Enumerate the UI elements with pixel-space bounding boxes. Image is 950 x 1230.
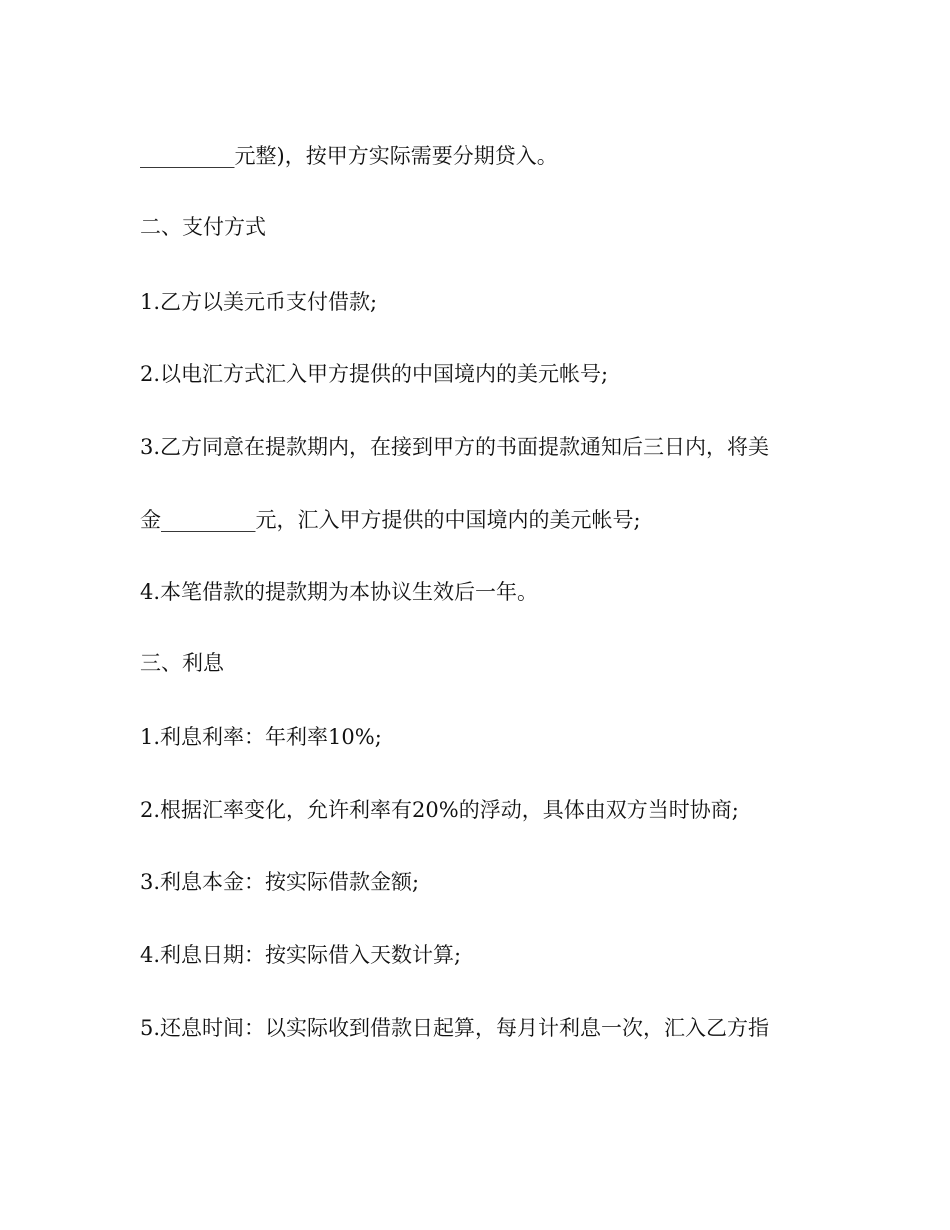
payment-item-3: 3.乙方同意在提款期内，在接到甲方的书面提款通知后三日内，将美	[140, 435, 770, 459]
interest-item-5: 5.还息时间：以实际收到借款日起算，每月计利息一次，汇入乙方指	[140, 1016, 770, 1040]
payment-item-3-continuation: 金_________元，汇入甲方提供的中国境内的美元帐号;	[140, 508, 641, 532]
interest-item-2: 2.根据汇率变化，允许利率有20%的浮动，具体由双方当时协商;	[140, 798, 739, 822]
payment-item-4: 4.本笔借款的提款期为本协议生效后一年。	[140, 580, 539, 604]
interest-item-4: 4.利息日期：按实际借入天数计算;	[140, 943, 462, 967]
interest-item-1: 1.利息利率：年利率10%;	[140, 725, 382, 749]
payment-item-2: 2.以电汇方式汇入甲方提供的中国境内的美元帐号;	[140, 362, 609, 386]
payment-item-1: 1.乙方以美元币支付借款;	[140, 290, 378, 314]
text-line-amount-continuation: _________元整)，按甲方实际需要分期贷入。	[140, 144, 558, 168]
section-heading-payment-method: 二、支付方式	[140, 215, 266, 239]
interest-item-3: 3.利息本金：按实际借款金额;	[140, 870, 420, 894]
section-heading-interest: 三、利息	[140, 651, 224, 675]
